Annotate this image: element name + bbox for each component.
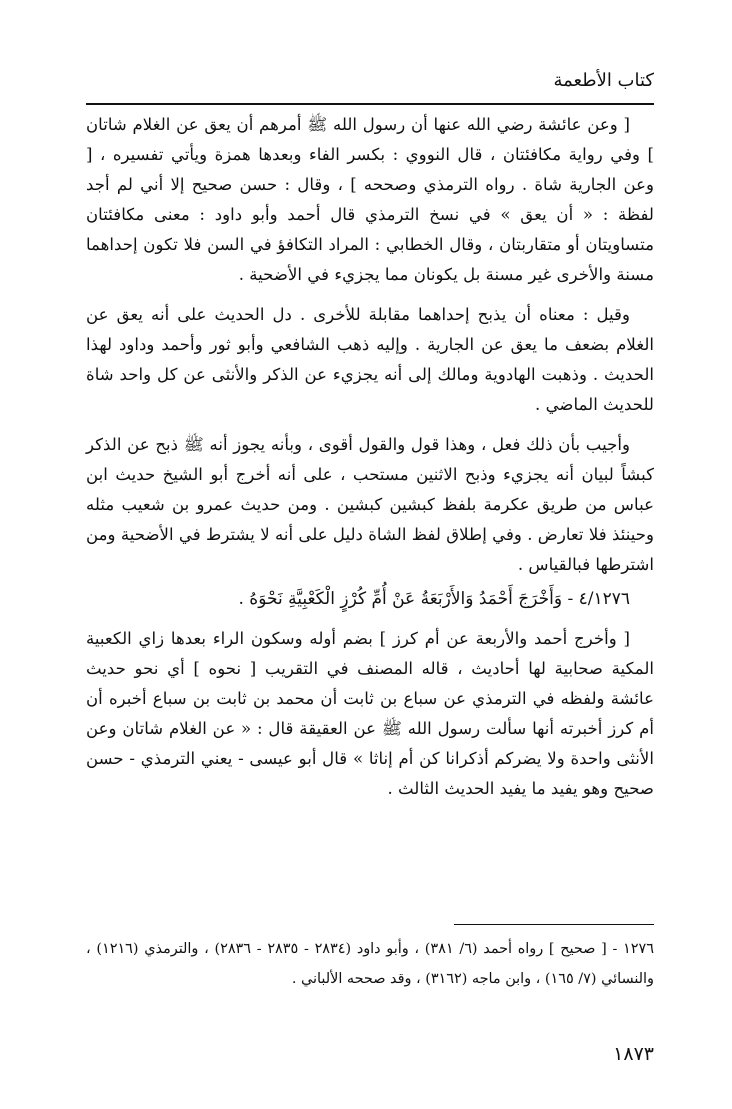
paragraph-aisha-hadith: [ وعن عائشة رضي الله عنها أن رسول الله ﷺ أمرهم أن يعق عن الغلام شاتان ] وفي رواية مكافئتان ، قال النووي : بكسر الفاء وبعدها همزة ويأتي تفسيره ، [ وعن الجارية شاة . رواه الترمذي وصححه ] ، وقال : حسن صحيح إلا أني لم أجد لفظة : « أن يعق » في نسخ الترمذي قال أحمد وأبو داود : معنى مكافئتان متساويتان أو متقاربتان ، وقال الخطابي : المراد التكافؤ في السن فلا تكون إحداهما مسنة والأخرى غير مسنة بل يكونان مما يجزيء في الأضحية . [86, 115, 654, 284]
footnote-rule [454, 924, 654, 925]
main-text [86, 110, 654, 804]
running-title: كتاب الأطعمة [553, 70, 654, 91]
paragraph-response: وأجيب بأن ذلك فعل ، وهذا قول والقول أقوى ، وبأنه يجوز أنه ﷺ ذبح عن الذكر كبشاً لبيان أنه يجزيء وذبح الاثنين مستحب ، على أنه أخرج أبو الشيخ حديث ابن عباس من طريق عكرمة بلفظ كبشين كبشين . ومن حديث عمرو بن شعيب مثله وحينئذ فلا تعارض . وفي إطلاق لفظ الشاة دليل على أنه لا يشترط في الأضحية ومن اشترطها فبالقياس . [86, 435, 654, 574]
hadith-text: ٤/١٢٧٦ - وَأَخْرَجَ أَحْمَدُ وَالأَرْبَعَةُ عَنْ أُمِّ كُرْزٍ الْكَعْبِيَّةِ نَحْوَهُ . [238, 589, 630, 609]
paragraph-umm-kurz: [ وأخرج أحمد والأربعة عن أم كرز ] بضم أوله وسكون الراء بعدها زاي الكعبية المكية صحابية لها أحاديث ، قاله المصنف في التقريب [ نحوه ] أي نحو حديث عائشة ولفظه في الترمذي عن سباع بن ثابت أن محمد بن ثابت بن سباع أخبره أن أم كرز أخبرته أنها سألت رسول الله ﷺ عن العقيقة قال : « عن الغلام شاتان وعن الأنثى واحدة ولا يضركم أذكرانا كن أم إناثا » قال أبو عيسى - يعني الترمذي - حسن صحيح وهو يفيد ما يفيد الحديث الثالث . [86, 629, 654, 798]
book-page [86, 0, 654, 1109]
page-number: ١٨٧٣ [613, 1043, 654, 1065]
header-rule [86, 103, 654, 105]
footnote: ١٢٧٦ - [ صحيح ] رواه أحمد (٦/ ٣٨١) ، وأبو داود (٢٨٣٤ - ٢٨٣٥ - ٢٨٣٦) ، والترمذي (١٢١٦) ، والنسائي (٧/ ١٦٥) ، وابن ماجه (٣١٦٢) ، وقد صححه الألباني . [86, 941, 654, 987]
paragraph-opinions: وقيل : معناه أن يذبح إحداهما مقابلة للأخرى . دل الحديث على أنه يعق عن الغلام بضعف ما يعق عن الجارية . وإليه ذهب الشافعي وأبو ثور وأحمد وداود لهذا الحديث . وذهبت الهادوية ومالك إلى أنه يجزيء عن الذكر والأنثى عن كل واحد شاة للحديث الماضي . [86, 305, 654, 414]
